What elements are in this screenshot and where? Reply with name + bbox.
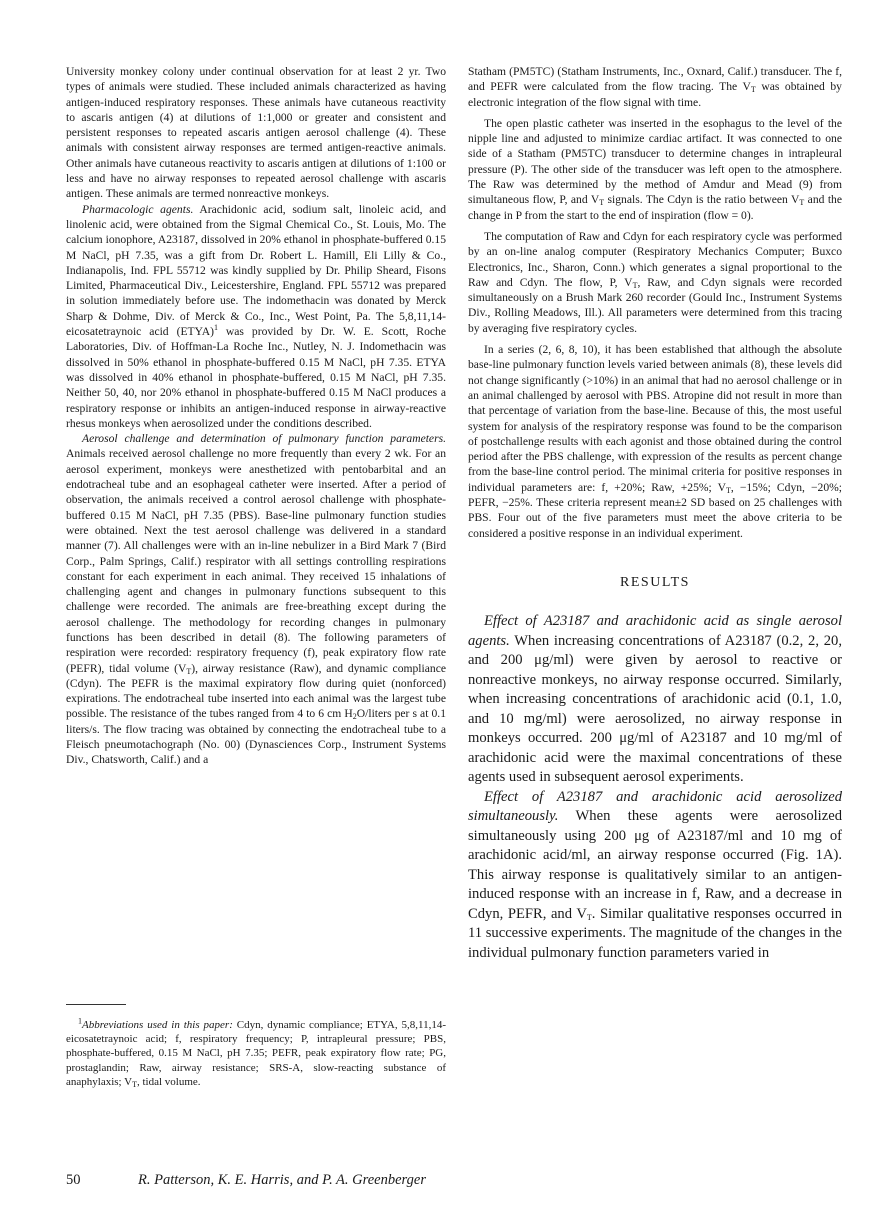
results-heading: RESULTS	[620, 574, 690, 590]
page-number: 50	[66, 1172, 81, 1188]
paragraph-simultaneous: Effect of A23187 and arachidonic acid aerosolized simultaneously. When these agents were aerosolized simultaneously using 200 μg of A23187/ml and 10 mg of arachidonic acid/ml, an airway response occurred (Fig. 1A). This airway response is qualitatively similar to an antigen-induced response with an increase in f, Raw, and a decrease in Cdyn, PEFR, and $V_T$. Similar qualitative responses occurred in 11 successive experiments. The magnitude of the changes in the individual pulmonary function parameters varied in	[468, 788, 842, 961]
paragraph-criteria: In a series (2, 6, 8, 10), it has been established that although the absolute base-line pulmonary function levels varied between animals (8), these levels did not change significantly (>10%) in an animal that had no aerosol challenge or in an animal challenged by aerosol with PBS. Atropine did not result in more than that percentage of variation from the base-line. Because of this, the most useful system for analysis of the respiratory response was found to be the comparison of postchallenge results with each agonist and those obtained during the control period after the PBS challenge, with expression of the results as percent change from the base-line control period. The minimal criteria for positive responses in individual parameters are: f, +20%; Raw, +25%; $V_T$, −15%; Cdyn, −20%; PEFR, −25%. These criteria represent mean±2 SD based on 25 challenges with PBS. Four out of the five parameters must meet the above criteria to be considered a positive response in an individual experiment.	[468, 343, 843, 540]
right-column	[468, 64, 842, 963]
footnote-divider	[66, 1004, 126, 1005]
paragraph-pharmacologic-agents: Pharmacologic agents. Arachidonic acid, sodium salt, linoleic acid, and linolenic acid, were obtained from the Sigmal Chemical Co., St. Louis, Mo. The calcium ionophore, A23187, dissolved in 20% ethanol in phosphate-buffered 0.15 M NaCl, pH 7.35, was a gift from Dr. Robert L. Hamill, Eli Lilly & Co., Indianapolis, Ind. FPL 55712 was kindly supplied by Dr. Philip Sheard, Fisons Limited, Pharmaceutical Div., Leicestershire, England. FPL 55712 was prepared in solution immediately before use. The indomethacin was donated by Merck Sharp & Dohme, Div. of Merck & Co., Inc., West Point, Pa. The 5,8,11,14-eicosatetraynoic acid (ETYA)$^1$ was provided by Dr. W. E. Scott, Roche Laboratories, Div. of Hoffman-La Roche Inc., Nutley, N. J. Indomethacin was dissolved in 50% ethanol in phosphate-buffered 0.15 M NaCl, pH 7.35. ETYA was dissolved in 40% ethanol in phosphate-buffered, 0.15 M NaCl, pH 7.35. Neither 50, 40, nor 20% ethanol in phosphate-buffered 0.15 M NaCl produces a respiratory response or inhibits an antigen-induced response in airway-reactive rhesus monkeys when aerosolized under the conditions described.	[66, 202, 446, 430]
section-head-single-agents: Effect of A23187 and arachidonic acid as single aerosol agents.	[468, 613, 842, 649]
section-head-aerosol: Aerosol challenge and determination of pulmonary function parameters.	[82, 432, 446, 446]
section-head-simultaneous: Effect of A23187 and arachidonic acid aerosolized simultaneously.	[468, 788, 842, 825]
left-column	[66, 64, 446, 768]
paragraph-transducer: Statham (PM5TC) (Statham Instruments, Inc., Oxnard, Calif.) transducer. The f, and PEFR were calculated from the flow tracing. The $V_T$ was obtained by electronic integration of the flow signal with time.	[468, 65, 842, 109]
section-head-pharmacologic: Pharmacologic agents.	[82, 202, 194, 216]
paragraph-animals: University monkey colony under continual observation for at least 2 yr. Two types of animals were studied. These included animals characterized as having antigen-induced respiratory responses. These animals have cutaneous reactivity to ascaris antigen (4) at dilutions of 1:1,000 or greater and consistent and persistent responses to repeated ascaris antigen aerosol challenge (4). These animals with consistent airway responses are termed antigen-reactive animals. Other animals have cutaneous reactivity to ascaris antigen at dilutions of 1:100 or less and have no airway responses to repeated aerosol challenge with ascaris antigen. These animals are termed nonreactive monkeys.	[66, 65, 446, 201]
paragraph-catheter: The open plastic catheter was inserted in the esophagus to the level of the nipple line and adjusted to minimize cardiac artifact. It was connected to one side of a Statham (PM5TC) transducer to determine changes in intrapleural pressure (P). The other side of the transducer was left open to the atmosphere. The Raw was determined by the method of Amdur and Mead (9) from simultaneous flow, P, and $V_T$ signals. The Cdyn is the ratio between $V_T$ and the change in P from the start to the end of inspiration (flow = 0).	[468, 116, 842, 222]
footnote-marker: 1	[213, 323, 218, 333]
running-footer-authors: R. Patterson, K. E. Harris, and P. A. Greenberger	[138, 1172, 426, 1188]
paragraph-single-agents: Effect of A23187 and arachidonic acid as single aerosol agents. When increasing concentrations of A23187 (0.2, 2, 20, and 200 μg/ml) were given by aerosol to reactive or nonreactive monkeys, no airway response occurred. Similarly, when increasing concentrations of arachidonic acid (0.1, 1.0, and 10 mg/ml) were aerosolized, no airway response in monkeys occurred. 200 μg/ml of A23187 and 10 mg/ml of arachidonic acid were the maximal concentrations of these agents used in subsequent aerosol experiments.	[468, 613, 842, 786]
paragraph-computation: The computation of Raw and Cdyn for each respiratory cycle was performed by an on-line analog computer (Respiratory Mechanics Computer; Buxco Electronics, Inc., Sharon, Conn.) which generates a signal proportional to the Raw and Cdyn. The flow, P, $V_T$, Raw, and Cdyn signals were recorded simultaneously on a Brush Mark 260 recorder (Gould Inc., Instrument Systems Div., Rolling Meadows, Ill.). All parameters were determined from this tracing by averaging five respiratory cycles.	[468, 229, 842, 335]
footnote: $^1$Abbreviations used in this paper: Cdyn, dynamic compliance; ETYA, 5,8,11,14-eicosatetraynoic acid; f, respiratory frequency; P, intrapleural pressure; PBS, phosphate-buffered, 0.15 M NaCl, pH 7.35; PEFR, peak expiratory flow rate; PG, prostaglandin; Raw, airway resistance; SRS-A, slow-reacting substance of anaphylaxis; $V_T$, tidal volume.	[66, 1016, 446, 1089]
paragraph-aerosol-challenge: Aerosol challenge and determination of pulmonary function parameters. Animals received aerosol challenge no more frequently than every 2 wk. For an aerosol experiment, monkeys were anesthetized with pentobarbital and an endotracheal tube and an esophageal catheter were inserted. After a period of observation, the animals received a control aerosol challenge with phosphate-buffered 0.15 M NaCl, pH 7.35 (PBS). Base-line pulmonary function studies were obtained. Next the test aerosol challenge was delivered in a standard manner (7). All challenges were with an in-line nebulizer in a Bird Mark 7 (Bird Corp., Palm Springs, Calif.) respirator with all settings controlling respirations constant for each experiment in each animal. They received 15 inhalations of challenging agent and changes in pulmonary functions subsequent to this challenge were recorded. The animals are free-breathing except during the aerosol challenge. The methodology for recording changes in pulmonary functions has been described in detail (8). The following parameters of respiration were recorded: respiratory frequency (f), peak expiratory flow rate (PEFR), tidal volume $(V_T)$, airway resistance (Raw), and dynamic compliance (Cdyn). The PEFR is the maximal expiratory flow during quiet (nonforced) expirations. The endotracheal tube inserted into each animal was the largest tube possible. The resistance of the tubes ranged from 4 to 6 cm $H_2O$/liters per s at 0.1 liters/s. The flow tracing was obtained by connecting the endotracheal tube to a Fleisch pneumotachograph (No. 00) (Dynasciences Corp., Instrument Systems Div., Chatsworth, Calif.) and a	[66, 432, 446, 767]
